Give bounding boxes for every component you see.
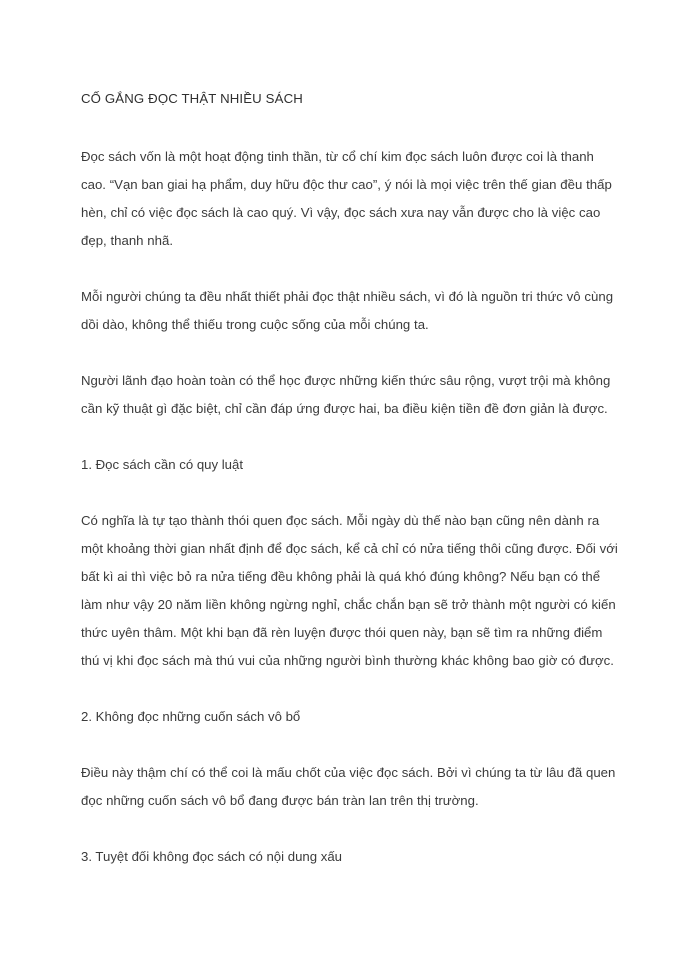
rule-1-body: Có nghĩa là tự tạo thành thói quen đọc sách. Mỗi ngày dù thế nào bạn cũng nên dành ra một khoảng thời gian nhất định để đọc sách, kể cả chỉ có nửa tiếng thôi cũng được. Đối với bất kì ai thì việc bỏ ra nửa tiếng đều không phải là quá khó đúng không? Nếu bạn có thể làm như vậy 20 năm liền không ngừng nghỉ, chắc chắn bạn sẽ trở thành một người có kiến thức uyên thâm. Một khi bạn đã rèn luyện được thói quen này, bạn sẽ tìm ra những điểm thú vị khi đọc sách mà thú vui của những người bình thường khác không bao giờ có được. (81, 513, 618, 668)
block-spacer (81, 675, 621, 703)
heading-rule-2: 2. Không đọc những cuốn sách vô bổ (81, 709, 301, 724)
title-spacer (81, 113, 621, 143)
heading-rule-3: 3. Tuyệt đối không đọc sách có nội dung xấu (81, 849, 342, 864)
block-spacer (81, 255, 621, 283)
rule-2-body: Điều này thậm chí có thể coi là mấu chốt của việc đọc sách. Bởi vì chúng ta từ lâu đã quen đọc những cuốn sách vô bổ đang được bán tràn lan trên thị trường. (81, 765, 616, 808)
leader-paragraph: Người lãnh đạo hoàn toàn có thể học được những kiến thức sâu rộng, vượt trội mà không cần kỹ thuật gì đặc biệt, chỉ cần đáp ứng được hai, ba điều kiện tiền đề đơn giản là được. (81, 373, 611, 416)
block-spacer (81, 815, 621, 843)
necessity-paragraph: Mỗi người chúng ta đều nhất thiết phải đọc thật nhiều sách, vì đó là nguồn tri thức vô cùng dồi dào, không thể thiếu trong cuộc sống của mỗi chúng ta. (81, 289, 614, 332)
block-spacer (81, 423, 621, 451)
intro-paragraph: Đọc sách vốn là một hoạt động tinh thần, từ cổ chí kim đọc sách luôn được coi là thanh cao. “Vạn ban giai hạ phẩm, duy hữu độc thư cao”, ý nói là mọi việc trên thế gian đều thấp hèn, chỉ có việc đọc sách là cao quý. Vì vậy, đọc sách xưa nay vẫn được cho là việc cao đẹp, thanh nhã. (81, 149, 612, 248)
page-title: CỐ GẮNG ĐỌC THẬT NHIỀU SÁCH (81, 91, 303, 106)
heading-rule-1: 1. Đọc sách cần có quy luật (81, 457, 244, 472)
block-spacer (81, 731, 621, 759)
block-spacer (81, 339, 621, 367)
block-spacer (81, 479, 621, 507)
document-body (81, 0, 621, 871)
